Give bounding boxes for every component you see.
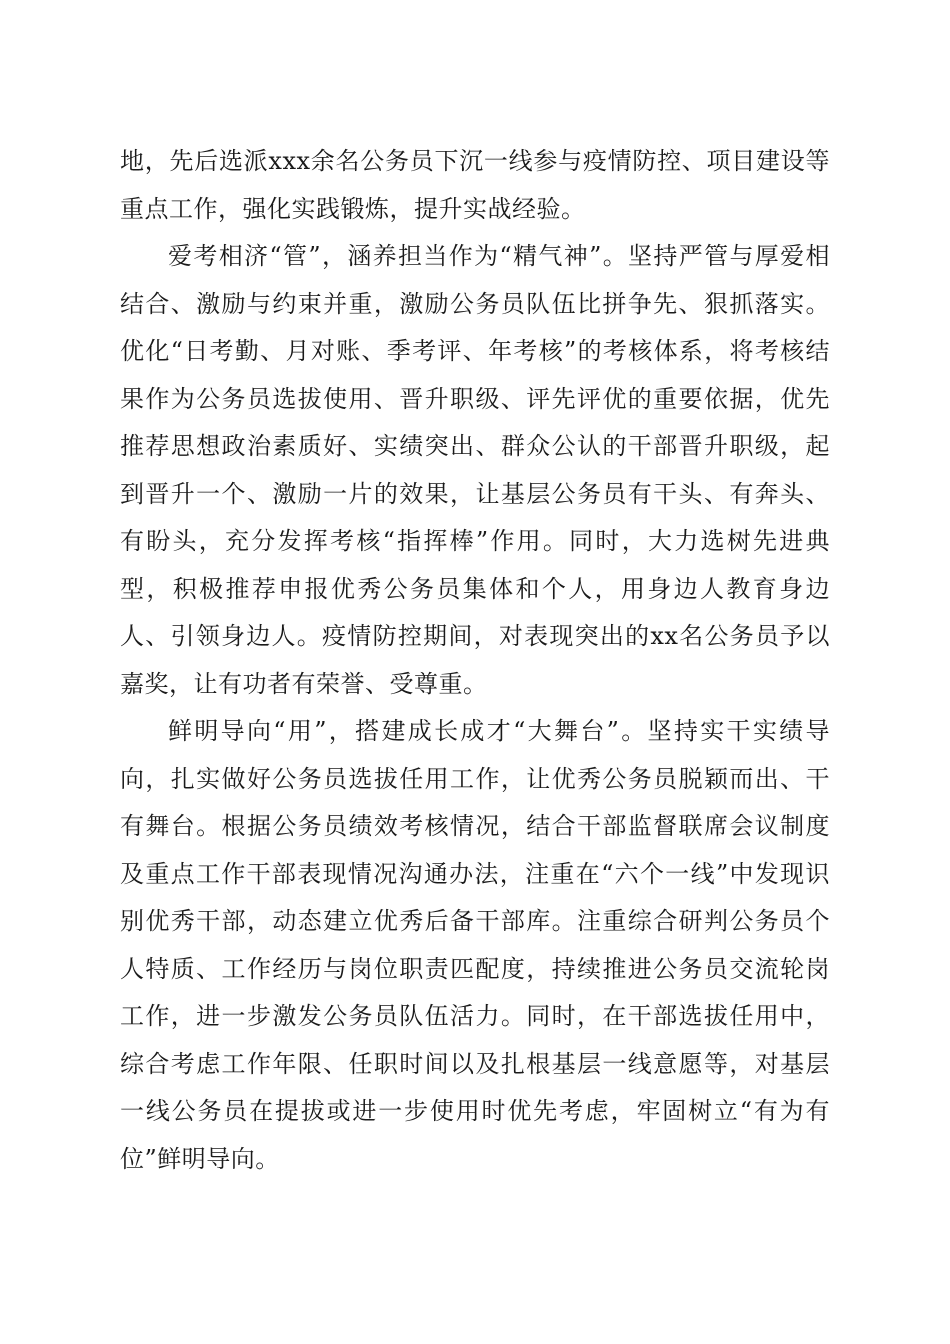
paragraph-appointment: 鲜明导向“用”，搭建成长成才“大舞台”。坚持实干实绩导向，扎实做好公务员选拔任用工作，让优秀公务员脱颖而出、干有舞台。根据公务员绩效考核情况，结合干部监督联席会议制度及重点工作干部表现情况沟通办法，注重在“六个一线”中发现识别优秀干部，动态建立优秀后备干部库。注重综合研判公务员个人特质、工作经历与岗位职责匹配度，持续推进公务员交流轮岗工作，进一步激发公务员队伍活力。同时，在干部选拔任用中，综合考虑工作年限、任职时间以及扎根基层一线意愿等，对基层一线公务员在提拔或进一步使用时优先考虑，牢固树立“有为有位”鲜明导向。	[120, 717, 830, 1173]
document-body	[120, 138, 830, 1183]
paragraph-assessment: 爱考相济“管”，涵养担当作为“精气神”。坚持严管与厚爱相结合、激励与约束并重，激励公务员队伍比拼争先、狠抓落实。优化“日考勤、月对账、季考评、年考核”的考核体系，将考核结果作为公务员选拔使用、晋升职级、评先评优的重要依据，优先推荐思想政治素质好、实绩突出、群众公认的干部晋升职级，起到晋升一个、激励一片的效果，让基层公务员有干头、有奔头、有盼头，充分发挥考核“指挥棒”作用。同时，大力选树先进典型，积极推荐申报优秀公务员集体和个人，用身边人教育身边人、引领身边人。疫情防控期间，对表现突出的xx名公务员予以嘉奖，让有功者有荣誉、受尊重。	[120, 242, 830, 698]
paragraph-continuation: 地，先后选派xxx余名公务员下沉一线参与疫情防控、项目建设等重点工作，强化实践锻炼，提升实战经验。	[120, 147, 830, 223]
